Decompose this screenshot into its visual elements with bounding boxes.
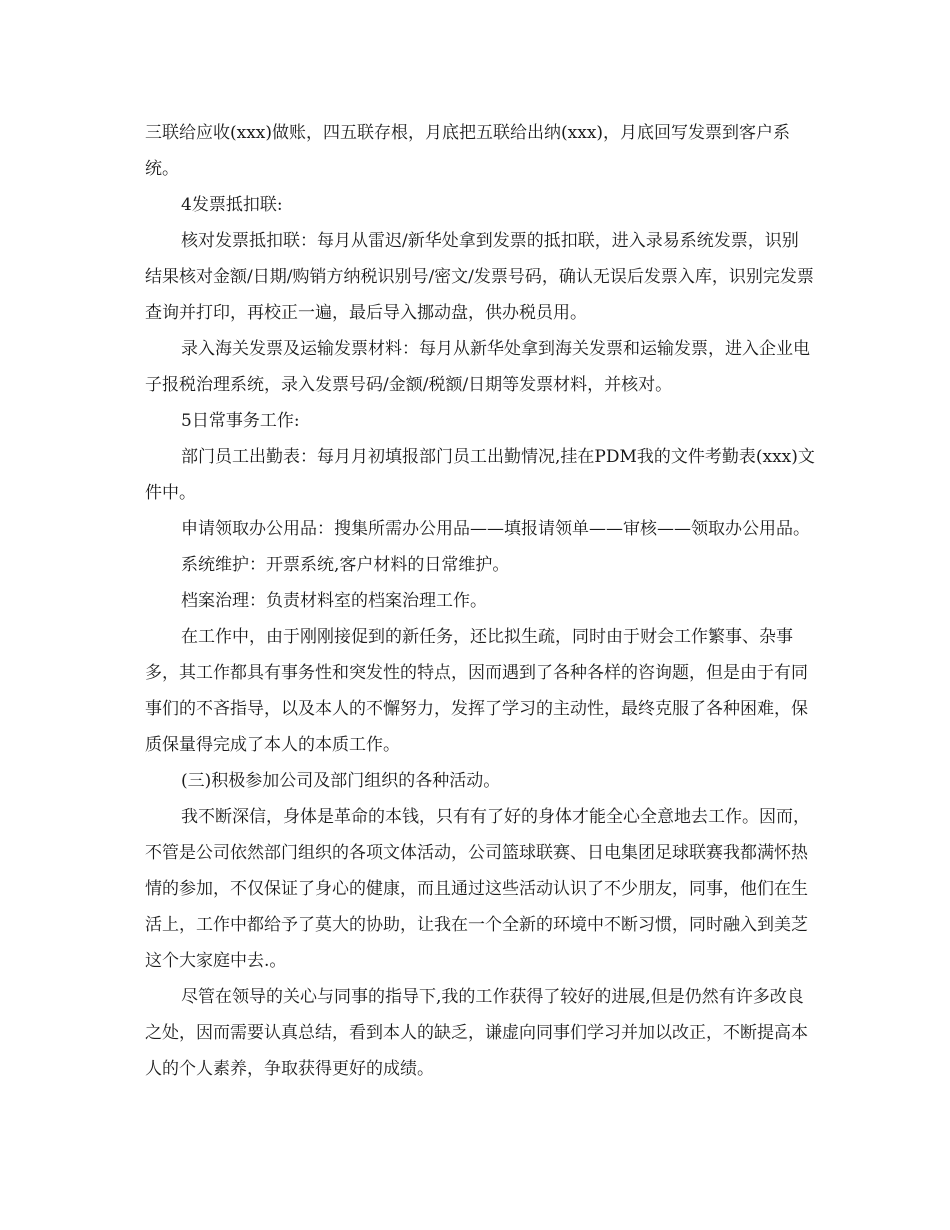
paragraph-customs-invoices: 录入海关发票及运输发票材料：每月从新华处拿到海关发票和运输发票，进入企业电子报税治理系统，录入发票号码/金额/税额/日期等发票材料，并核对。 [145,339,810,395]
paragraph-activities: 我不断深信，身体是革命的本钱，只有有了好的身体才能全心全意地去工作。因而，不管是公司依然部门组织的各项文体活动，公司篮球联赛、日电集团足球联赛我都满怀热情的参加，不仅保证了身心的健康，而且通过这些活动认识了不少朋友，同事，他们在生活上，工作中都给予了莫大的协助，让我在一个全新的环境中不断习惯，同时融入到美芝这个大家庭中去.。 [145,807,810,971]
paragraph-work-reflection: 在工作中，由于刚刚接促到的新任务，还比拟生疏，同时由于财会工作繁事、杂事多，其工作都具有事务性和突发性的特点，因而遇到了各种各样的咨询题，但是由于有同事们的不吝指导，以及本人的不懈努力，发挥了学习的主动性，最终克服了各种困难，保质保量得完成了本人的本质工作。 [145,627,808,755]
paragraph-system-maintenance: 系统维护：开票系统,客户材料的日常维护。 [181,555,510,575]
paragraph-archive-management: 档案治理：负责材料室的档案治理工作。 [181,591,487,611]
heading-daily-affairs: 5日常事务工作: [181,411,300,431]
paragraph-verify-deduction: 核对发票抵扣联：每月从雷迟/新华处拿到发票的抵扣联，进入录易系统发票，识别结果核对金额/日期/购销方纳税识别号/密文/发票号码，确认无误后发票入库，识别完发票查询并打印，再校正一遍，最后导入挪动盘，供办税员用。 [145,231,814,323]
document-body [145,115,815,1087]
paragraph-attendance: 部门员工出勤表：每月月初填报部门员工出勤情况,挂在PDM我的文件考勤表(xxx)文件中。 [145,447,815,503]
paragraph-conclusion: 尽管在领导的关心与同事的指导下,我的工作获得了较好的进展,但是仍然有许多改良之处，因而需要认真总结，看到本人的缺乏，谦虚向同事们学习并加以改正，不断提高本人的个人素养，争取获得更好的成绩。 [145,987,808,1079]
heading-activities: (三)积极参加公司及部门组织的各种活动。 [181,771,501,791]
heading-invoice-deduction: 4发票抵扣联: [181,195,283,215]
paragraph-invoice-copies: 三联给应收(xxx)做账，四五联存根，月底把五联给出纳(xxx)，月底回写发票到客户系统。 [145,123,791,179]
paragraph-office-supplies: 申请领取办公用品：搜集所需办公用品——填报请领单——审核——领取办公用品。 [181,519,810,539]
